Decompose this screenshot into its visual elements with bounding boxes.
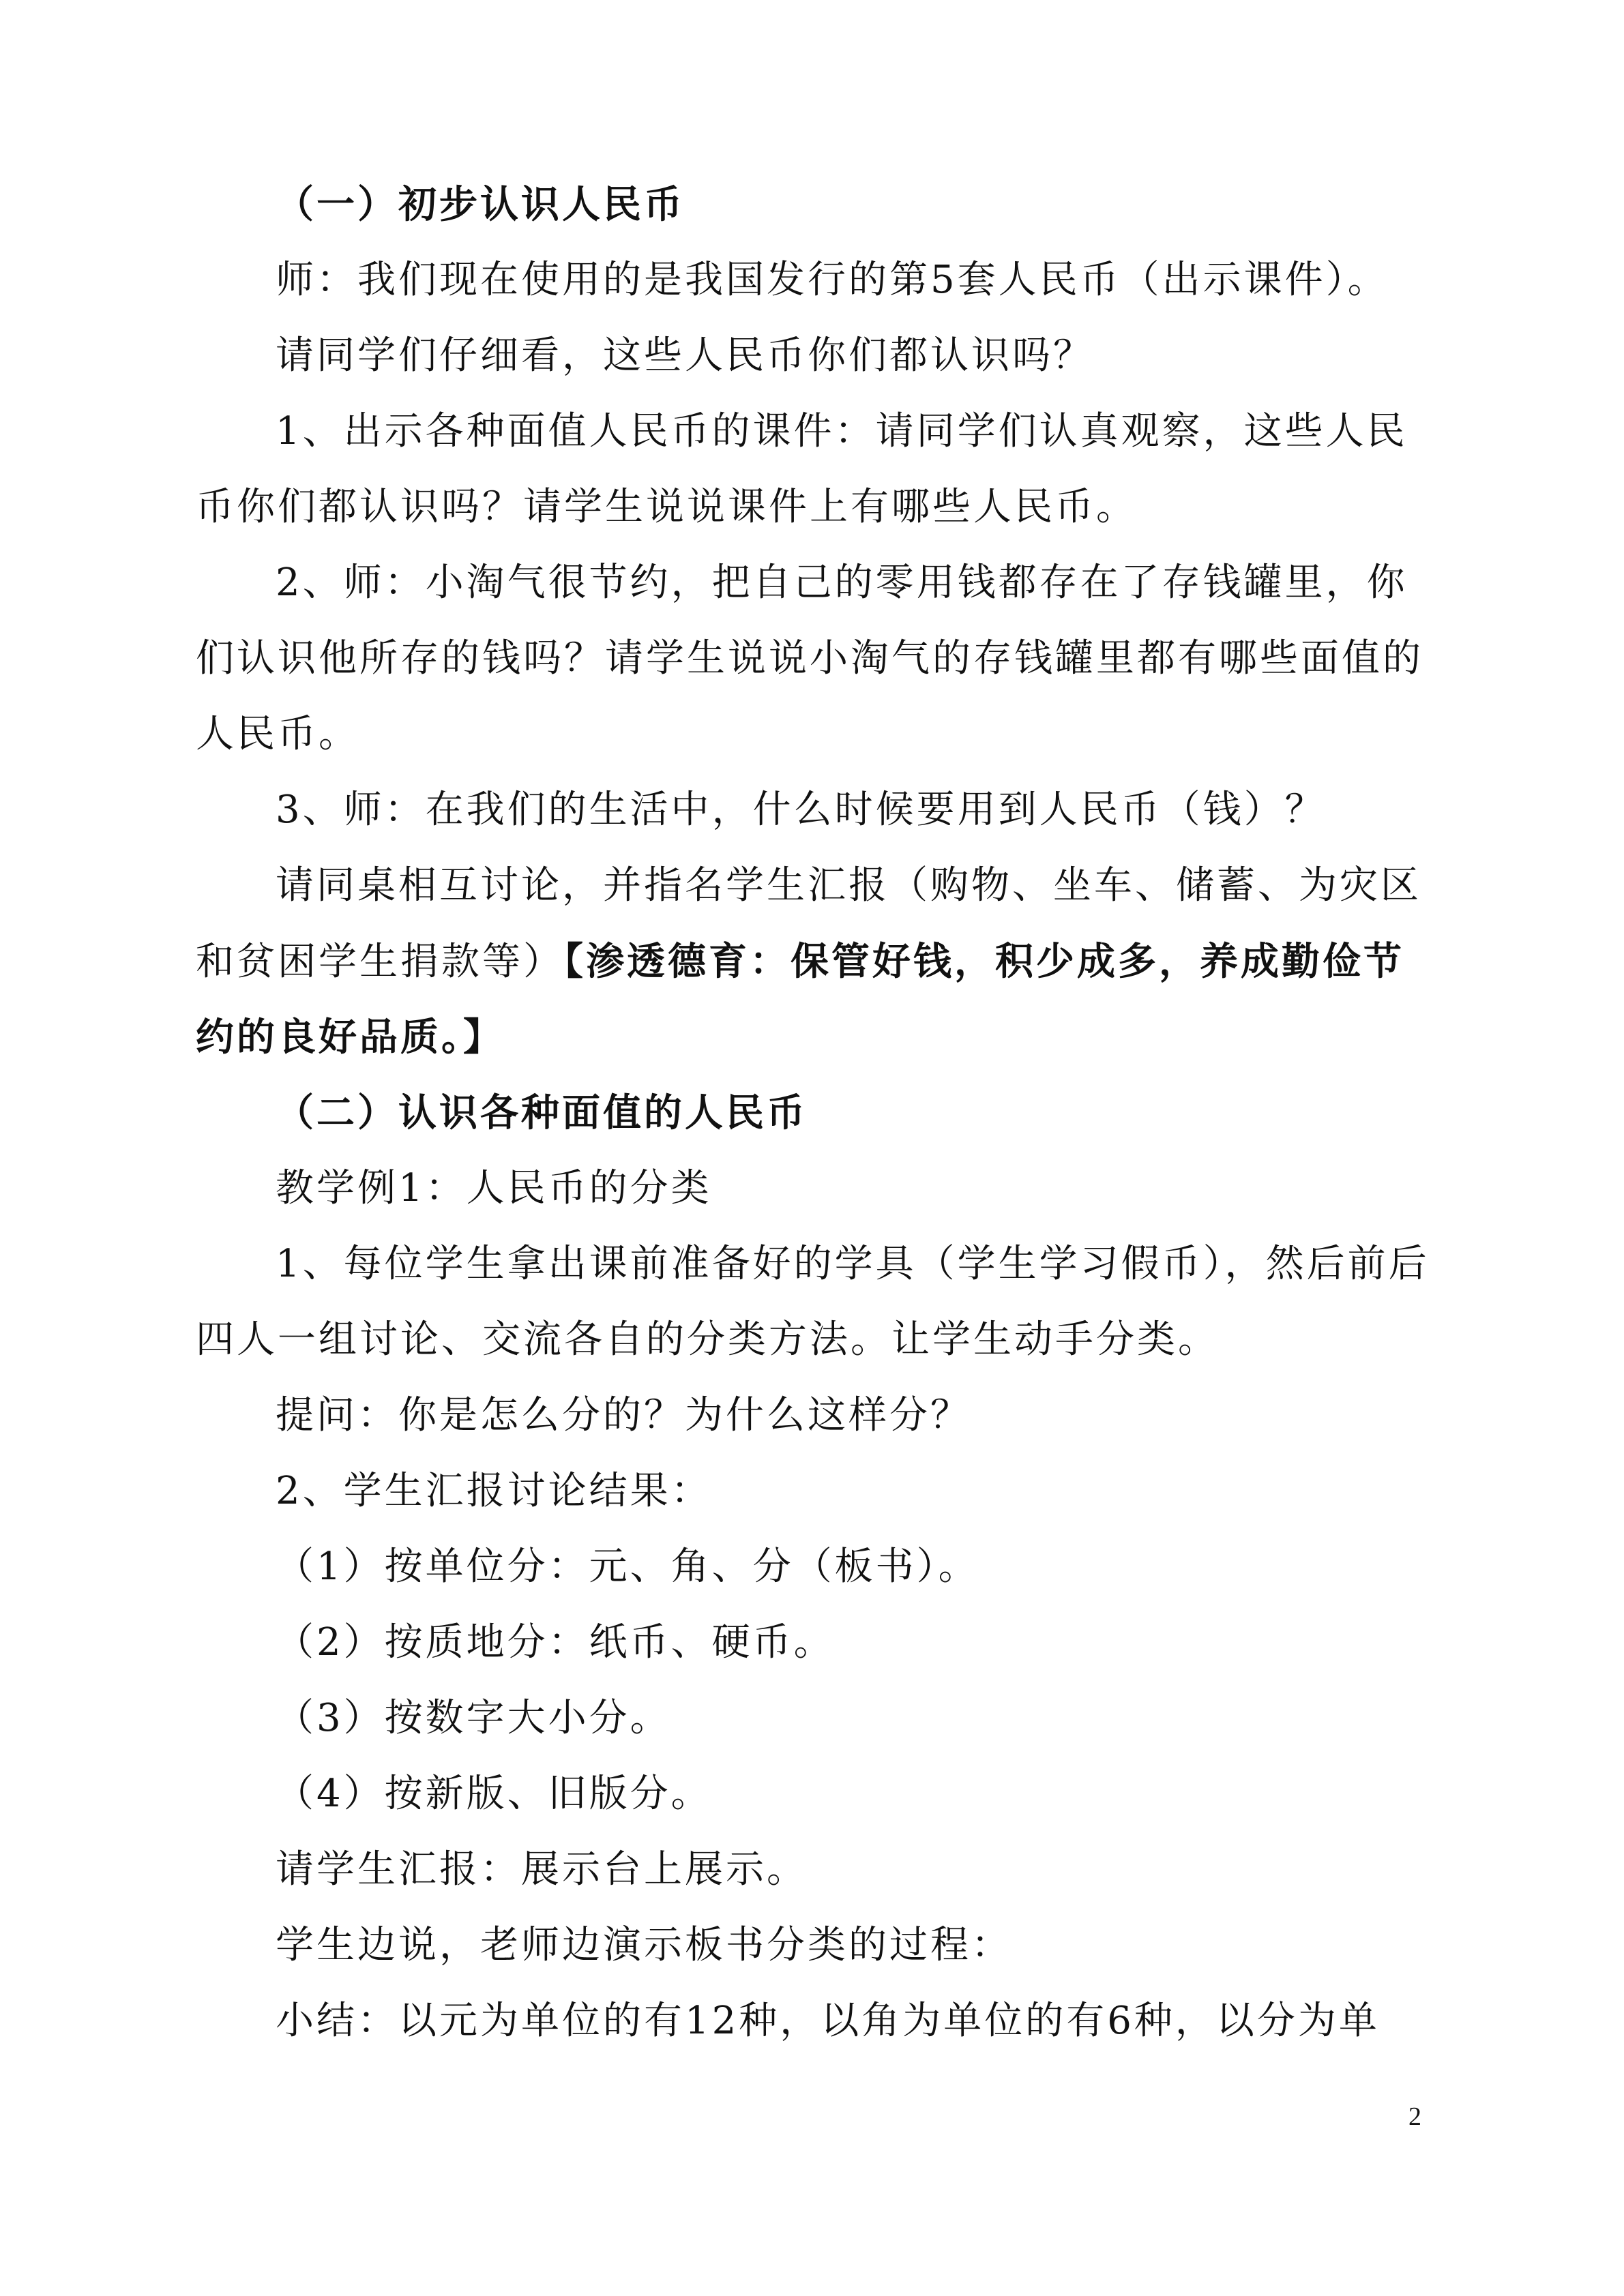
paragraph-line: 请同学们仔细看，这些人民币你们都认识吗？ xyxy=(276,333,1094,378)
paragraph-line: 学生边说，老师边演示板书分类的过程： xyxy=(276,1923,1012,1967)
list-item: （4）按新版、旧版分。 xyxy=(276,1772,712,1816)
paragraph-line: 3、师：在我们的生活中，什么时候要用到人民币（钱）？ xyxy=(276,788,1326,832)
paragraph-line: 请学生汇报：展示台上展示。 xyxy=(276,1847,808,1892)
moral-education-note: 【渗透德育：保管好钱，积少成多，养成勤俭节 xyxy=(564,939,1404,984)
paragraph-line: 提问：你是怎么分的？为什么这样分？ xyxy=(276,1393,971,1437)
paragraph-line: 师：我们现在使用的是我国发行的第5套人民币（出示课件）。 xyxy=(276,258,1389,302)
paragraph-line: 币你们都认识吗？请学生说说课件上有哪些人民币。 xyxy=(196,485,1137,529)
paragraph-text: 和贫困学生捐款等） xyxy=(196,940,564,984)
section-heading-2: （二）认识各种面值的人民币 xyxy=(276,1090,808,1135)
list-item: （2）按质地分：纸币、硬币。 xyxy=(276,1620,835,1665)
section-heading-1: （一）初步认识人民币 xyxy=(276,182,685,227)
paragraph-line: 2、学生汇报讨论结果： xyxy=(276,1469,712,1513)
paragraph-line: 小结：以元为单位的有12种，以角为单位的有6种，以分为单 xyxy=(276,1999,1380,2043)
paragraph-line: 人民币。 xyxy=(196,712,359,756)
paragraph-line: 请同桌相互讨论，并指名学生汇报（购物、坐车、储蓄、为灾区 xyxy=(276,863,1421,908)
paragraph-line: 1、每位学生拿出课前准备好的学具（学生学习假币），然后前后 xyxy=(276,1242,1430,1286)
paragraph-line: 2、师：小淘气很节约，把自己的零用钱都存在了存钱罐里，你 xyxy=(276,561,1408,605)
paragraph-line: 1、出示各种面值人民币的课件：请同学们认真观察，这些人民 xyxy=(276,409,1408,453)
moral-education-note-end: 约的良好品质。】 xyxy=(196,1015,504,1060)
list-item: （1）按单位分：元、角、分（板书）。 xyxy=(276,1545,979,1589)
paragraph-line xyxy=(196,938,1404,986)
paragraph-line: 四人一组讨论、交流各自的分类方法。让学生动手分类。 xyxy=(196,1317,1219,1362)
paragraph-line: 教学例1：人民币的分类 xyxy=(276,1166,712,1210)
paragraph-line: 们认识他所存的钱吗？请学生说说小淘气的存钱罐里都有哪些面值的 xyxy=(196,636,1423,681)
list-item: （3）按数字大小分。 xyxy=(276,1696,671,1740)
page-number: 2 xyxy=(1408,2102,1421,2131)
